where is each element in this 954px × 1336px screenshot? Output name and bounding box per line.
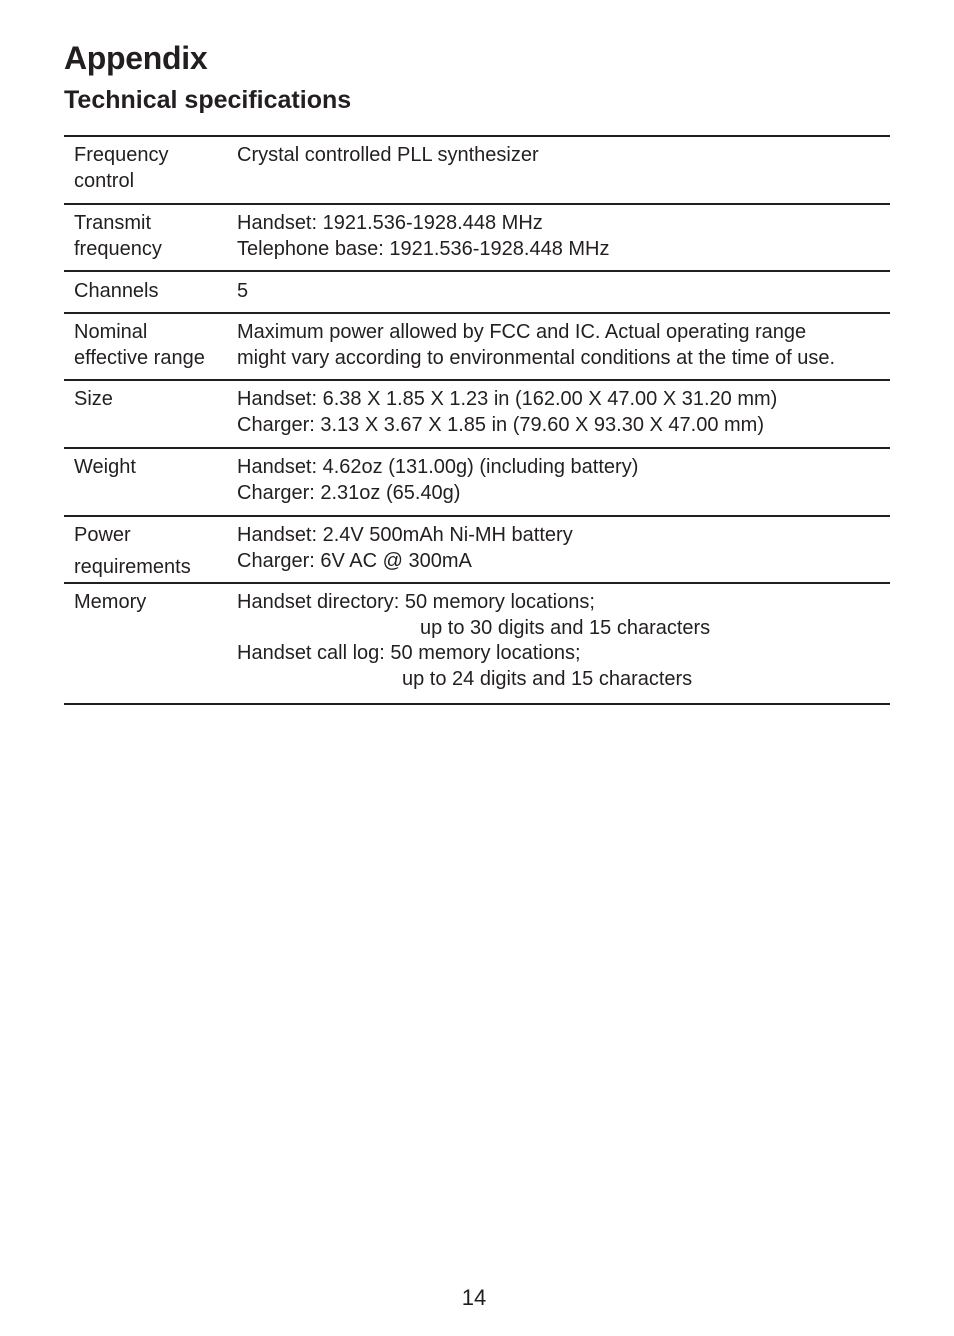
spec-label-line: Nominal [74, 321, 148, 343]
spec-value-line: Crystal controlled PLL synthesizer [237, 144, 539, 166]
spec-row-frequency-control [64, 135, 890, 203]
spec-label [64, 387, 237, 447]
spec-value [237, 523, 890, 582]
spec-label-line: Frequency [74, 144, 169, 166]
spec-value-line: Handset: 6.38 X 1.85 X 1.23 in (162.00 X 47.00 X 31.20 mm) [237, 388, 778, 410]
spec-value [237, 590, 890, 703]
spec-value [237, 211, 890, 270]
spec-value-line: Handset call log: 50 memory locations; [237, 642, 581, 664]
spec-label-line: requirements [74, 555, 191, 578]
spec-value-line: Handset directory: 50 memory locations; [237, 591, 595, 613]
section-title: Technical specifications [64, 86, 352, 114]
spec-row-weight [64, 447, 890, 515]
spec-label [64, 523, 237, 582]
spec-value [237, 387, 890, 447]
spec-label-line: Transmit [74, 212, 152, 234]
spec-label-line: Size [74, 388, 113, 410]
spec-row-size [64, 379, 890, 447]
spec-label-line: control [74, 169, 135, 192]
spec-row-nominal-effective-range [64, 312, 890, 379]
spec-value [237, 143, 890, 203]
spec-value [237, 320, 890, 379]
spec-label-line: Channels [74, 280, 159, 302]
spec-value [237, 455, 890, 515]
spec-row-memory [64, 582, 890, 705]
spec-value [237, 279, 890, 312]
spec-row-channels [64, 270, 890, 312]
spec-row-power-requirements [64, 515, 890, 582]
page-number: 14 [461, 1285, 487, 1310]
spec-value-line: Charger: 2.31oz (65.40g) [237, 481, 461, 504]
spec-label [64, 590, 237, 703]
spec-value-line: Handset: 1921.536-1928.448 MHz [237, 212, 543, 234]
spec-table [64, 135, 890, 705]
spec-value-line: Charger: 3.13 X 3.67 X 1.85 in (79.60 X 93.30 X 47.00 mm) [237, 413, 764, 436]
spec-value-line: Charger: 6V AC @ 300mA [237, 549, 472, 572]
spec-value-line: up to 30 digits and 15 characters [420, 616, 711, 639]
spec-value-line: Telephone base: 1921.536-1928.448 MHz [237, 237, 610, 260]
spec-value-line: might vary according to environmental conditions at the time of use. [237, 346, 836, 369]
spec-label-line: Power [74, 524, 131, 546]
spec-value-line: Maximum power allowed by FCC and IC. Actual operating range [237, 321, 807, 343]
page-title: Appendix [64, 40, 208, 76]
spec-label [64, 211, 237, 270]
spec-value-line: Handset: 4.62oz (131.00g) (including battery) [237, 456, 639, 478]
spec-label [64, 455, 237, 515]
spec-value-line: Handset: 2.4V 500mAh Ni-MH battery [237, 524, 573, 546]
spec-label-line: Memory [74, 591, 147, 613]
spec-label-line: effective range [74, 346, 205, 369]
spec-label-line: frequency [74, 237, 162, 260]
spec-label [64, 320, 237, 379]
spec-value-line: up to 24 digits and 15 characters [402, 667, 693, 690]
spec-value-line: 5 [237, 280, 249, 302]
spec-label [64, 143, 237, 203]
spec-label [64, 279, 237, 312]
spec-label-line: Weight [74, 456, 136, 478]
spec-row-transmit-frequency [64, 203, 890, 270]
